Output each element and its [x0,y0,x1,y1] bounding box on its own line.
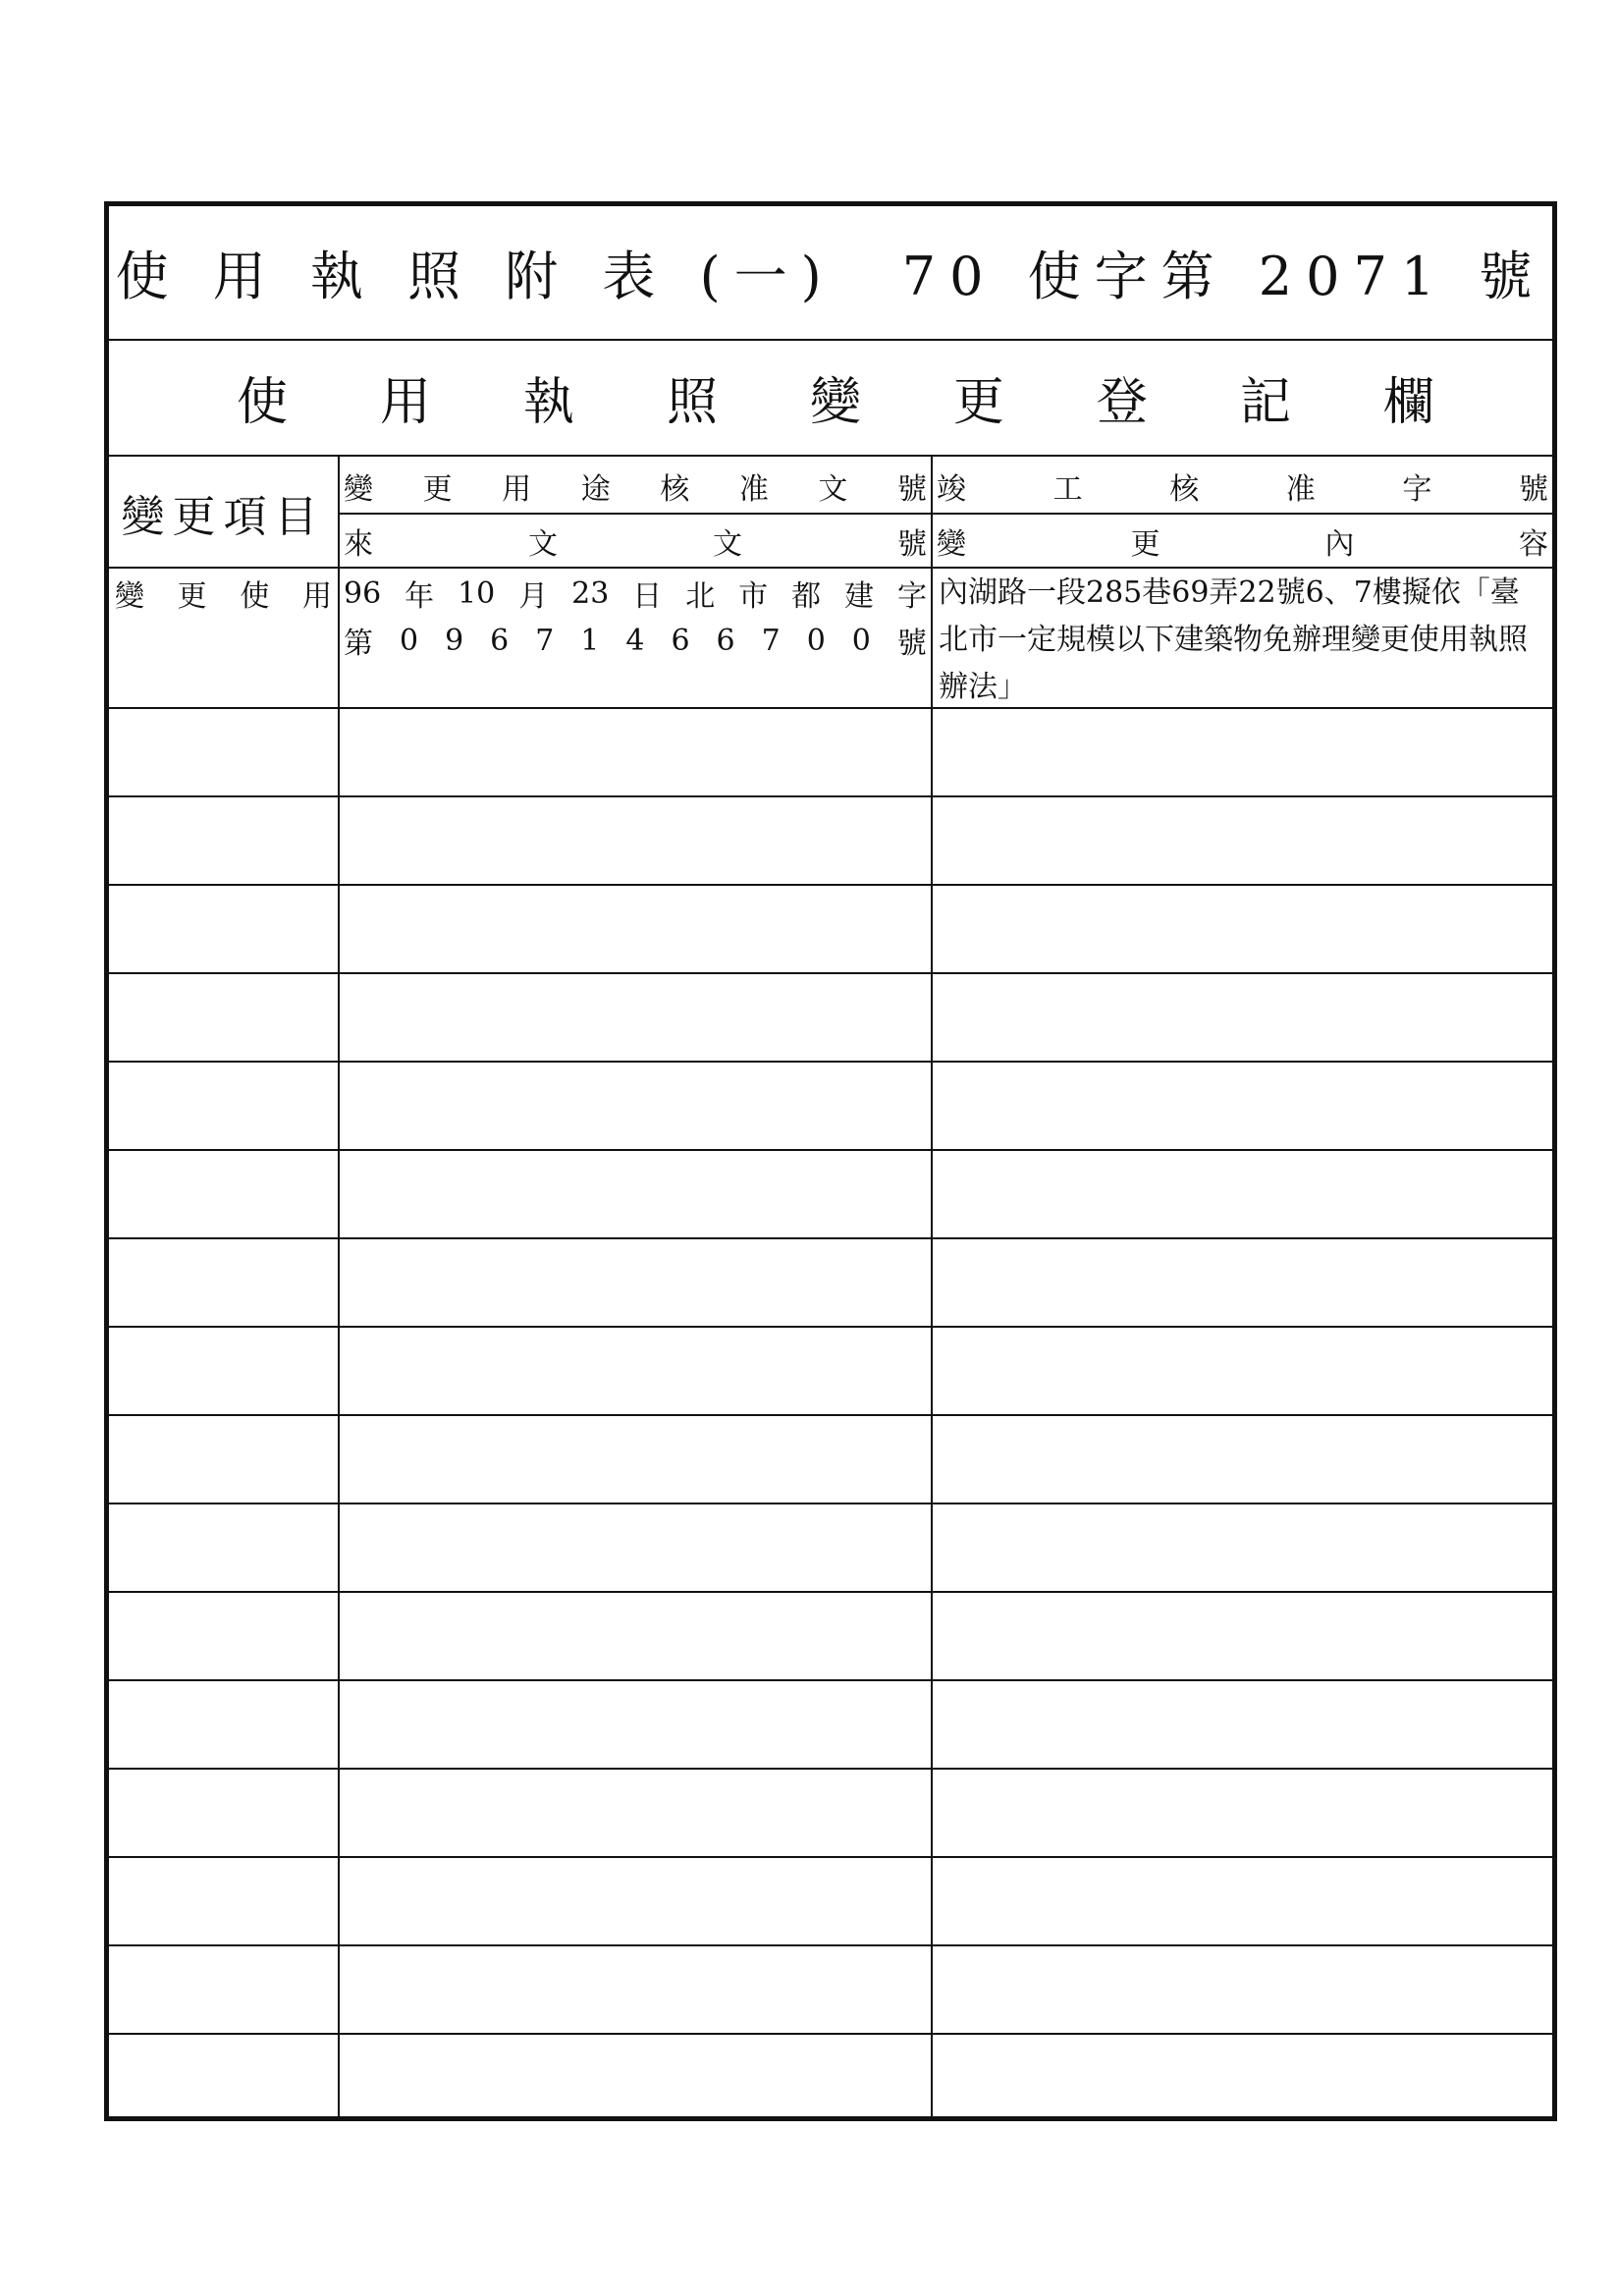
section-title-char: 更 [952,372,1004,432]
header-completion-no [933,459,1552,513]
record-char: 4 [625,623,645,658]
header-char: 變 [937,526,966,562]
header-change-content [933,515,1552,567]
record-char: 96 [344,575,382,611]
row-line [109,1679,1552,1681]
record-char: 市 [738,579,769,614]
header-bottom-line [109,567,1552,569]
record-change-item [109,570,338,617]
record-char: 年 [404,579,435,614]
row-line [109,1414,1552,1416]
record-char: 10 [458,575,496,611]
record-char: 都 [791,579,822,614]
page-title-text: 使 用 執 照 附 表 (一) 70 使字第 2071 號 [115,246,1546,307]
row-line [109,1591,1552,1593]
row-line [109,1856,1552,1858]
header-char: 號 [897,526,927,562]
record-char: 6 [671,623,690,658]
record-char: 6 [490,623,510,658]
header-char: 途 [580,471,611,507]
header-char: 文 [713,526,742,562]
header-change-item [109,459,338,567]
record-doc-line-1 [340,570,931,617]
header-char: 准 [1285,471,1316,507]
record-char: 1 [580,623,600,658]
record-char: 北 [685,579,716,614]
header-char: 文 [528,526,558,562]
section-title-char: 登 [1096,372,1148,432]
row-line [109,1237,1552,1239]
header-char: 來 [344,526,373,562]
row-line [109,1326,1552,1328]
section-title-char: 照 [666,372,718,432]
row-line [109,972,1552,974]
header-char: 更 [1130,526,1160,562]
record-char: 7 [761,623,781,658]
record-char: 0 [806,623,826,658]
header-char: 文 [818,471,848,507]
record-change-content: 內湖路一段285巷69弄22號6、7樓擬依「臺北市一定規模以下建築物免辦理變更使用執照辦法」 [939,575,1528,704]
license-table-frame [104,201,1557,2121]
record-char: 7 [535,623,555,658]
section-title [109,339,1552,457]
header-char: 核 [660,471,690,507]
header-char: 內 [1324,526,1355,562]
section-title-char: 執 [522,372,574,432]
section-title-char: 記 [1239,372,1291,432]
column-divider [931,457,933,2116]
row-line [109,884,1552,886]
record-char: 用 [301,579,332,614]
row-line [109,1061,1552,1063]
header-change-item-label: 變更項目 [121,492,326,542]
header-char: 號 [896,471,927,507]
header-char: 容 [1518,526,1548,562]
record-doc-line-2 [340,617,931,664]
header-approval-doc-no [340,459,931,513]
record-char: 變 [115,579,144,614]
section-title-char: 使 [237,372,289,432]
record-char: 字 [896,579,927,614]
record-char: 使 [240,579,270,614]
record-char: 號 [896,627,927,661]
header-char: 用 [502,471,532,507]
record-char: 日 [632,579,663,614]
row-line [109,1768,1552,1770]
header-char: 更 [422,471,453,507]
row-line [109,1944,1552,1946]
record-char: 6 [716,623,735,658]
record-char: 9 [445,623,464,658]
record-char: 建 [844,579,874,614]
header-char: 竣 [937,471,966,507]
section-title-char: 變 [809,372,861,432]
column-divider [338,457,340,2116]
header-char: 變 [344,471,373,507]
section-title-char: 欄 [1382,372,1434,432]
header-incoming-doc-no [340,515,931,567]
row-line [109,2033,1552,2035]
row-line [109,1503,1552,1504]
header-char: 工 [1052,471,1083,507]
header-char: 字 [1402,471,1432,507]
record-char: 月 [518,579,549,614]
header-char: 准 [738,471,769,507]
row-line [109,1149,1552,1151]
page-title [109,206,1552,341]
row-line [109,795,1552,797]
record-char: 更 [177,579,207,614]
header-char: 核 [1169,471,1200,507]
record-char: 23 [571,575,610,611]
record-char: 0 [851,623,871,658]
section-title-char: 用 [379,372,431,432]
record-char: 第 [344,627,373,661]
record-char: 0 [399,623,419,658]
row-line [109,707,1552,709]
header-char: 號 [1518,471,1548,507]
